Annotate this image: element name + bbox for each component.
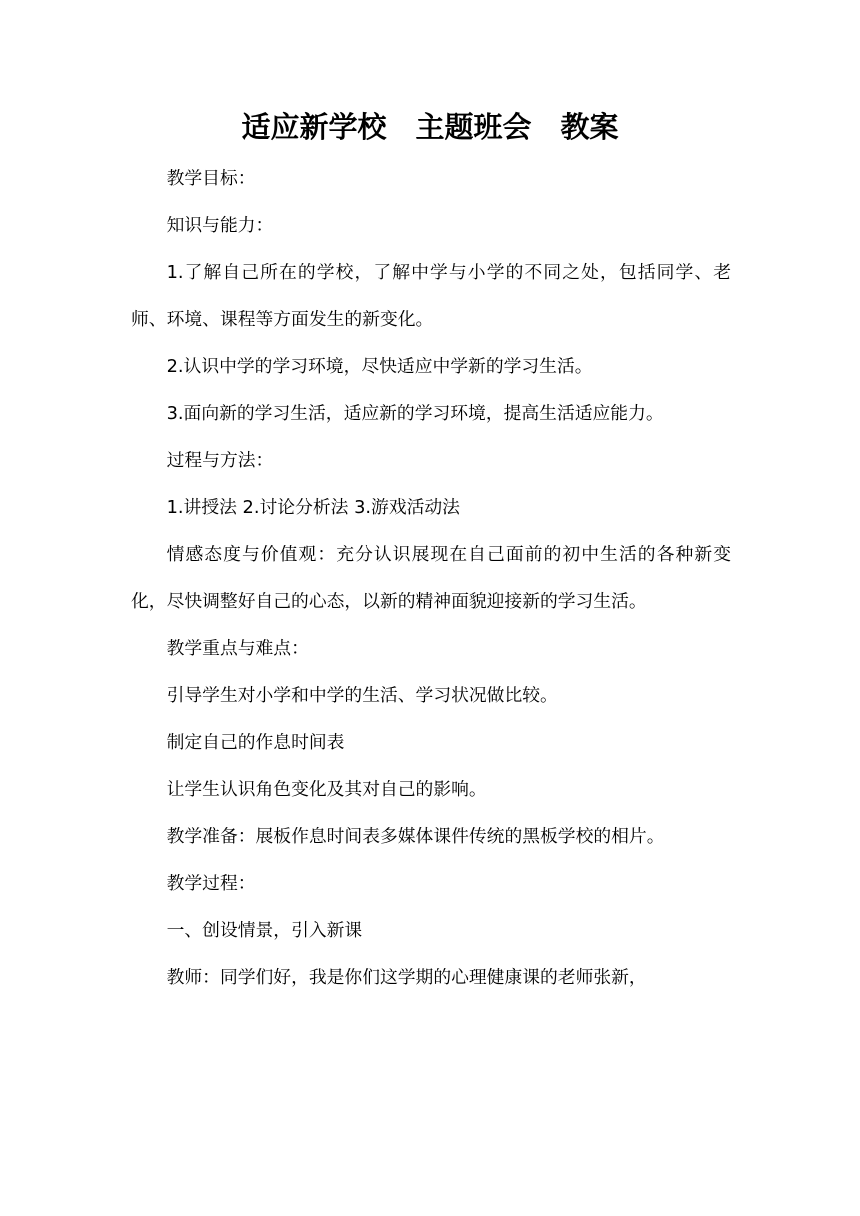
document-title: 适应新学校 主题班会 教案 [241,110,619,144]
paragraph-goal-3: 3.面向新的学习生活，适应新的学习环境，提高生活适应能力。 [166,403,664,424]
paragraph-process-method: 过程与方法： [166,450,274,471]
paragraph-teacher-speech: 教师：同学们好，我是你们这学期的心理健康课的老师张新， [166,967,647,988]
paragraph-emotion-values: 情感态度与价值观：充分认识展现在自己面前的初中生活的各种新变化，尽快调整好自己的心态，以新的精神面貌迎接新的学习生活。 [131,544,731,612]
paragraph-key-point-2: 制定自己的作息时间表 [166,732,345,753]
paragraph-section-1: 一、创设情景，引入新课 [166,920,363,941]
paragraph-teaching-goals: 教学目标： [166,168,256,189]
paragraph-teaching-process: 教学过程： [166,873,256,894]
paragraph-preparation: 教学准备：展板作息时间表多媒体课件传统的黑板学校的相片。 [166,826,665,847]
document-body [131,155,731,1001]
paragraph-knowledge-ability: 知识与能力： [166,215,274,236]
paragraph-key-point-1: 引导学生对小学和中学的生活、学习状况做比较。 [166,685,558,706]
paragraph-key-point-3: 让学生认识角色变化及其对自己的影响。 [166,779,487,800]
paragraph-methods-list: 1.讲授法 2.讨论分析法 3.游戏活动法 [166,497,460,518]
paragraph-key-points: 教学重点与难点： [166,638,309,659]
paragraph-goal-1: 1.了解自己所在的学校，了解中学与小学的不同之处，包括同学、老师、环境、课程等方面发生的新变化。 [131,262,731,330]
paragraph-goal-2: 2.认识中学的学习环境，尽快适应中学新的学习生活。 [166,356,593,377]
